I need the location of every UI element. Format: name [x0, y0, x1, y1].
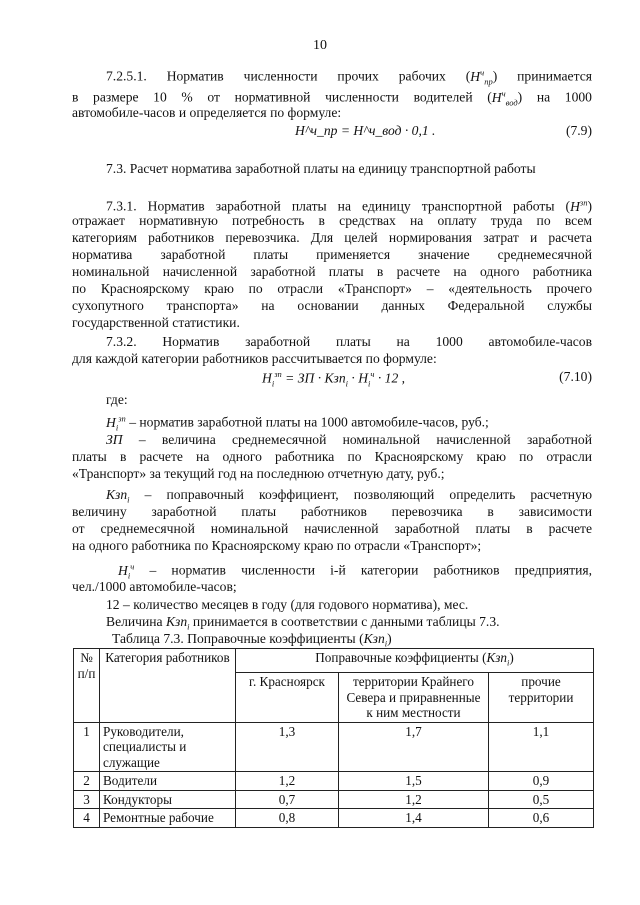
row-category: Ремонтные рабочие — [100, 809, 236, 828]
row-value-krasnoyarsk: 0,7 — [236, 790, 339, 809]
definition-nch-line-1: $Н_i^ч$ – норматив численности i-й категории работников предприятия, — [118, 561, 592, 581]
row-value-far-north: 1,2 — [339, 790, 489, 809]
table-row — [74, 790, 594, 809]
paragraph-7251-line-3: автомобиле-часов и определяется по формуле: — [72, 105, 342, 120]
row-number: 3 — [74, 790, 100, 809]
table-row — [74, 722, 594, 772]
paragraph-732-line-1: 7.3.2. Норматив заработной платы на 1000 автомобиле-часов — [106, 334, 592, 349]
row-value-krasnoyarsk: 0,8 — [236, 809, 339, 828]
definition-nzp: $Н_i^{зп}$ – норматив заработной платы на 1000 автомобиле-часов, руб.; — [106, 413, 489, 433]
header-other-territories: прочие территории — [489, 673, 594, 723]
paragraph-732-line-2: для каждой категории работников рассчитывается по формуле: — [72, 351, 437, 366]
paragraph-731-line: норматива заработной платы применяется значение среднемесячной — [72, 247, 592, 262]
row-value-krasnoyarsk: 1,3 — [236, 722, 339, 772]
formula-7-10: $Н_i^{зп}$ = ЗП · $Кзп_i \cdot Н_i^ч \cdot 12$ , — [262, 369, 406, 389]
paragraph-731-line: сухопутного транспорта» на основании данных Федеральной службы — [72, 298, 592, 313]
paragraph-731-line: отражает нормативную потребность в средствах на оплату труда по всем — [72, 213, 592, 228]
header-far-north: территории Крайнего Севера и приравненные к ним местности — [339, 673, 489, 723]
row-value-other: 0,5 — [489, 790, 594, 809]
coefficients-table — [73, 648, 594, 828]
paragraph-7251-line-2: в размере 10 % от нормативной численности водителей $(Н^ч_{вод})$ на 1000 — [72, 88, 592, 108]
row-value-krasnoyarsk: 1,2 — [236, 772, 339, 791]
table-reference: Величина Кзп$_i$ принимается в соответствии с данными таблицы 7.3. — [106, 614, 500, 632]
definition-kzp-line-1: Кзп$_i$ – поправочный коэффициент, позволяющий определить расчетную — [106, 487, 593, 505]
row-value-other: 0,9 — [489, 772, 594, 791]
definition-zp-line-1: ЗП – величина среднемесячной номинальной начисленной заработной — [106, 432, 592, 447]
row-value-far-north: 1,7 — [339, 722, 489, 772]
row-value-far-north: 1,4 — [339, 809, 489, 828]
table-caption: Таблица 7.3. Поправочные коэффициенты (Кзп$_i$) — [112, 631, 392, 649]
definition-nch-line-2: чел./1000 автомобиле-часов; — [72, 579, 237, 594]
paragraph-731-line: по Красноярскому краю по отрасли «Транспорт» – «деятельность прочего — [72, 281, 592, 296]
definition-12: 12 – количество месяцев в году (для годового норматива), мес. — [106, 597, 469, 612]
definition-zp-line-2: платы в расчете на одного работника по Красноярскому краю по отрасли — [72, 449, 592, 464]
paragraph-731-line: номинальной начисленной заработной платы в расчете на одного работника — [72, 264, 592, 279]
row-number: 2 — [74, 772, 100, 791]
definition-zp-line-3: «Транспорт» за текущий год на последнюю отчетную дату, руб.; — [72, 466, 445, 481]
row-category: Кондукторы — [100, 790, 236, 809]
formula-7-9: Н^ч_пр = Н^ч_вод · 0,1 . — [295, 123, 436, 138]
definition-kzp-line-3: от среднемесячной номинальной начисленной заработной платы в расчете — [72, 521, 592, 536]
table-row — [74, 772, 594, 791]
formula-7-10-number: (7.10) — [559, 369, 592, 384]
paragraph-731-line: государственной статистики. — [72, 315, 240, 330]
row-number: 1 — [74, 722, 100, 772]
page-number: 10 — [313, 38, 327, 53]
row-number: 4 — [74, 809, 100, 828]
header-number: № п/п — [74, 649, 100, 723]
table-row — [74, 809, 594, 828]
paragraph-731-line-1: 7.3.1. Норматив заработной платы на единицу транспортной работы $(Н^{зп})$ — [106, 197, 592, 214]
row-value-far-north: 1,5 — [339, 772, 489, 791]
row-value-other: 1,1 — [489, 722, 594, 772]
table-header-row — [74, 649, 594, 673]
paragraph-7251-line-1: 7.2.5.1. Норматив численности прочих рабочих $(Н^ч_{пр})$ принимается — [106, 67, 592, 87]
formula-7-9-number: (7.9) — [565, 123, 592, 138]
header-category: Категория работников — [100, 649, 236, 723]
definition-kzp-line-2: величину заработной платы работников перевозчика в зависимости — [72, 504, 592, 519]
header-coefficients: Поправочные коэффициенты (Кзп$_i$) — [236, 649, 594, 673]
definition-kzp-line-4: на одного работника по Красноярскому краю по отрасли «Транспорт»; — [72, 538, 482, 553]
paragraph-731-line: категориям работников перевозчика. Для целей нормирования затрат и расчета — [72, 230, 592, 245]
row-value-other: 0,6 — [489, 809, 594, 828]
header-krasnoyarsk: г. Красноярск — [236, 673, 339, 723]
row-category: Руководители, специалисты и служащие — [100, 722, 236, 772]
section-heading-7-3: 7.3. Расчет норматива заработной платы на единицу транспортной работы — [106, 161, 536, 176]
where-label: где: — [106, 392, 128, 407]
row-category: Водители — [100, 772, 236, 791]
